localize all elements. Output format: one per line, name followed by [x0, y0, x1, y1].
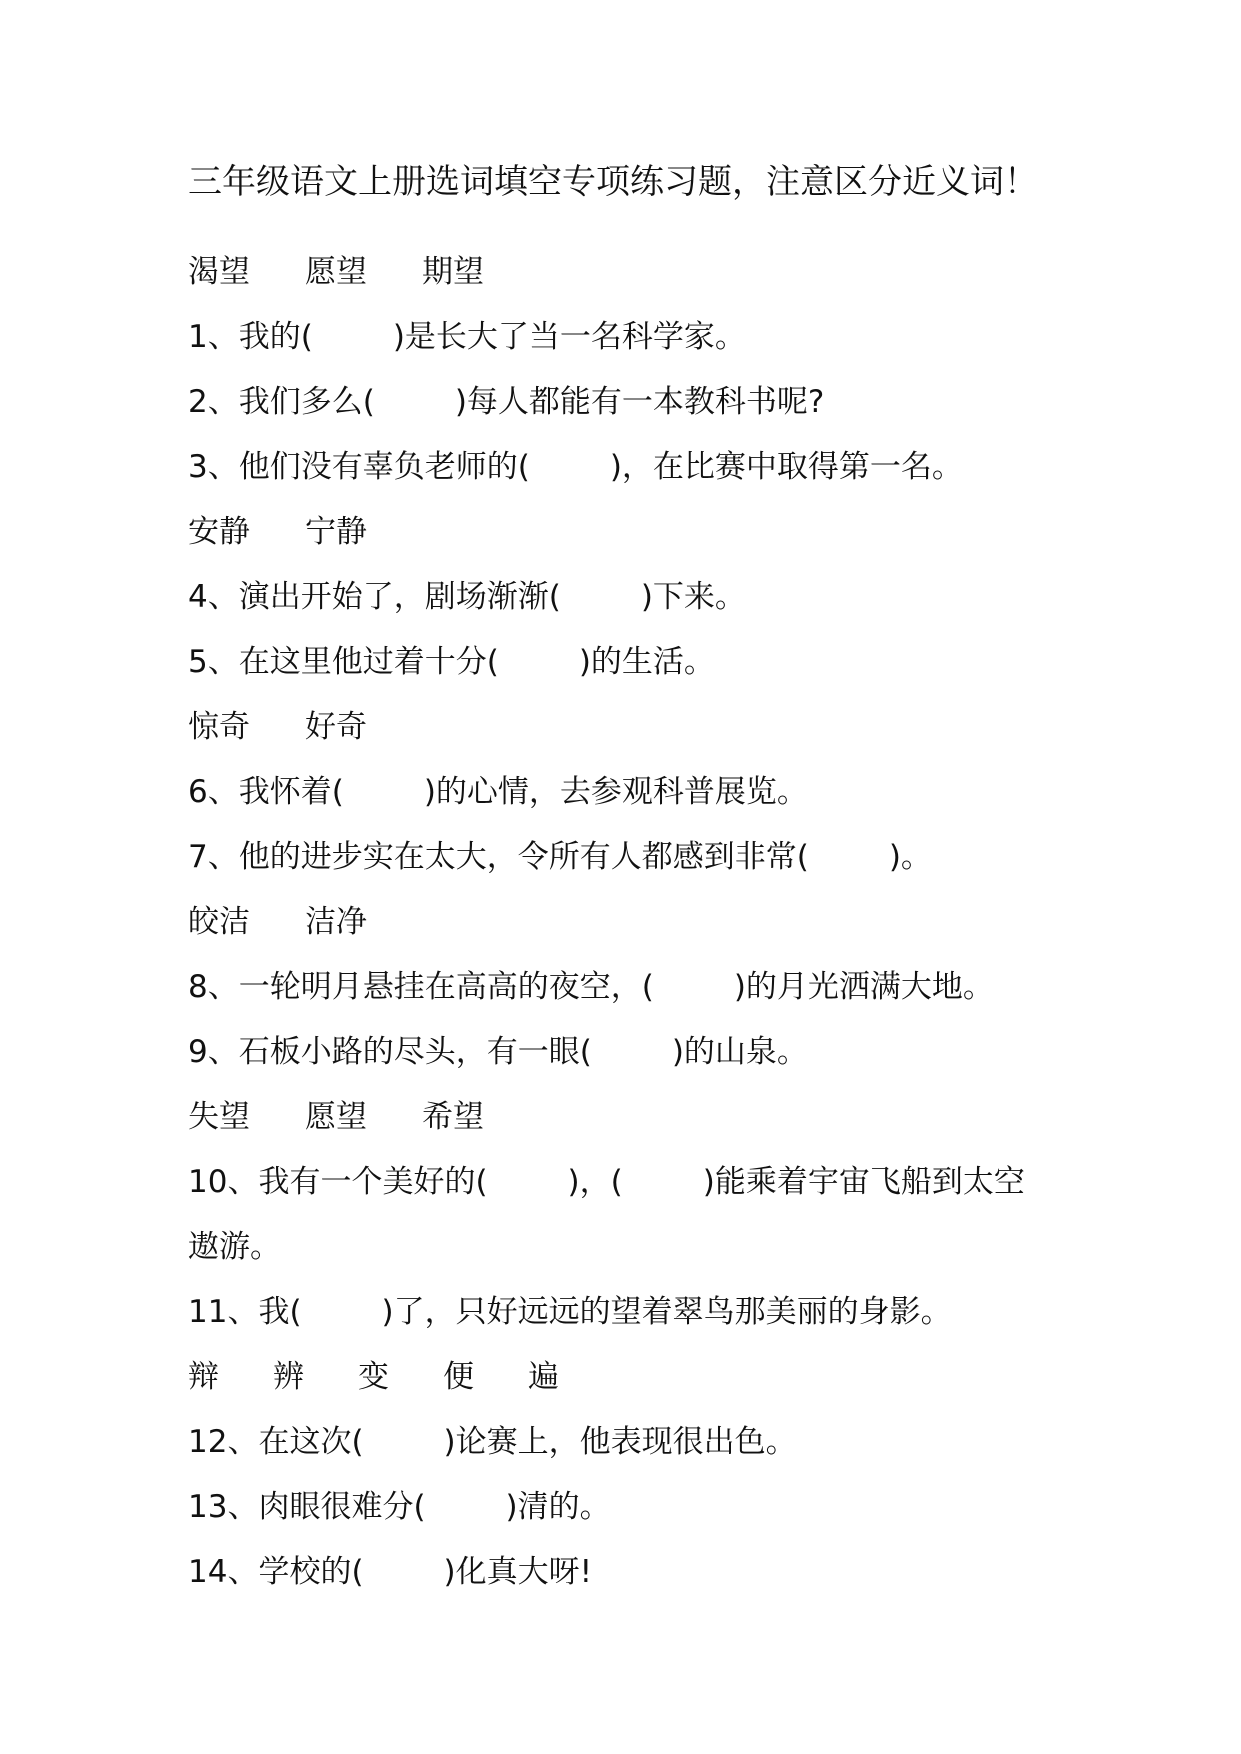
- word-bank-1: [188, 247, 1088, 312]
- word-option: 愿望: [305, 1099, 367, 1135]
- word-option: 惊奇: [188, 709, 250, 745]
- word-bank-6: [188, 1352, 1088, 1417]
- word-option: 遍: [528, 1359, 559, 1395]
- question-11: 11、我( )了，只好远远的望着翠鸟那美丽的身影。: [188, 1294, 952, 1330]
- word-option: 变: [358, 1359, 389, 1395]
- word-option: 皎洁: [188, 904, 250, 940]
- word-bank-3: [188, 702, 1088, 767]
- word-option: 辩: [188, 1359, 219, 1395]
- word-bank-2: [188, 507, 1088, 572]
- page-title: 三年级语文上册选词填空专项练习题，注意区分近义词！: [188, 162, 1038, 202]
- word-option: 辨: [273, 1359, 304, 1395]
- question-9: 9、石板小路的尽头，有一眼( )的山泉。: [188, 1034, 808, 1070]
- question-5: 5、在这里他过着十分( )的生活。: [188, 644, 715, 680]
- question-1: 1、我的( )是长大了当一名科学家。: [188, 319, 746, 355]
- word-option: 期望: [422, 254, 484, 290]
- word-option: 好奇: [305, 709, 367, 745]
- word-option: 安静: [188, 514, 250, 550]
- question-10: 10、我有一个美好的( )，( )能乘着宇宙飞船到太空: [188, 1164, 1025, 1200]
- word-option: 希望: [422, 1099, 484, 1135]
- question-3: 3、他们没有辜负老师的( )，在比赛中取得第一名。: [188, 449, 963, 485]
- word-option: 宁静: [305, 514, 367, 550]
- word-bank-5: [188, 1092, 1088, 1157]
- question-10-continuation: 遨游。: [188, 1229, 281, 1265]
- question-2: 2、我们多么( )每人都能有一本教科书呢?: [188, 384, 825, 420]
- word-option: 渴望: [188, 254, 250, 290]
- question-6: 6、我怀着( )的心情，去参观科普展览。: [188, 774, 808, 810]
- word-option: 洁净: [305, 904, 367, 940]
- word-option: 失望: [188, 1099, 250, 1135]
- question-12: 12、在这次( )论赛上，他表现很出色。: [188, 1424, 797, 1460]
- question-4: 4、演出开始了，剧场渐渐( )下来。: [188, 579, 746, 615]
- question-13: 13、肉眼很难分( )清的。: [188, 1489, 611, 1525]
- word-bank-4: [188, 897, 1088, 962]
- word-option: 愿望: [305, 254, 367, 290]
- question-7: 7、他的进步实在太大，令所有人都感到非常( )。: [188, 839, 932, 875]
- exercise-list: [188, 247, 1088, 1612]
- word-option: 便: [443, 1359, 474, 1395]
- question-8: 8、一轮明月悬挂在高高的夜空，( )的月光洒满大地。: [188, 969, 994, 1005]
- question-14: 14、学校的( )化真大呀!: [188, 1554, 593, 1590]
